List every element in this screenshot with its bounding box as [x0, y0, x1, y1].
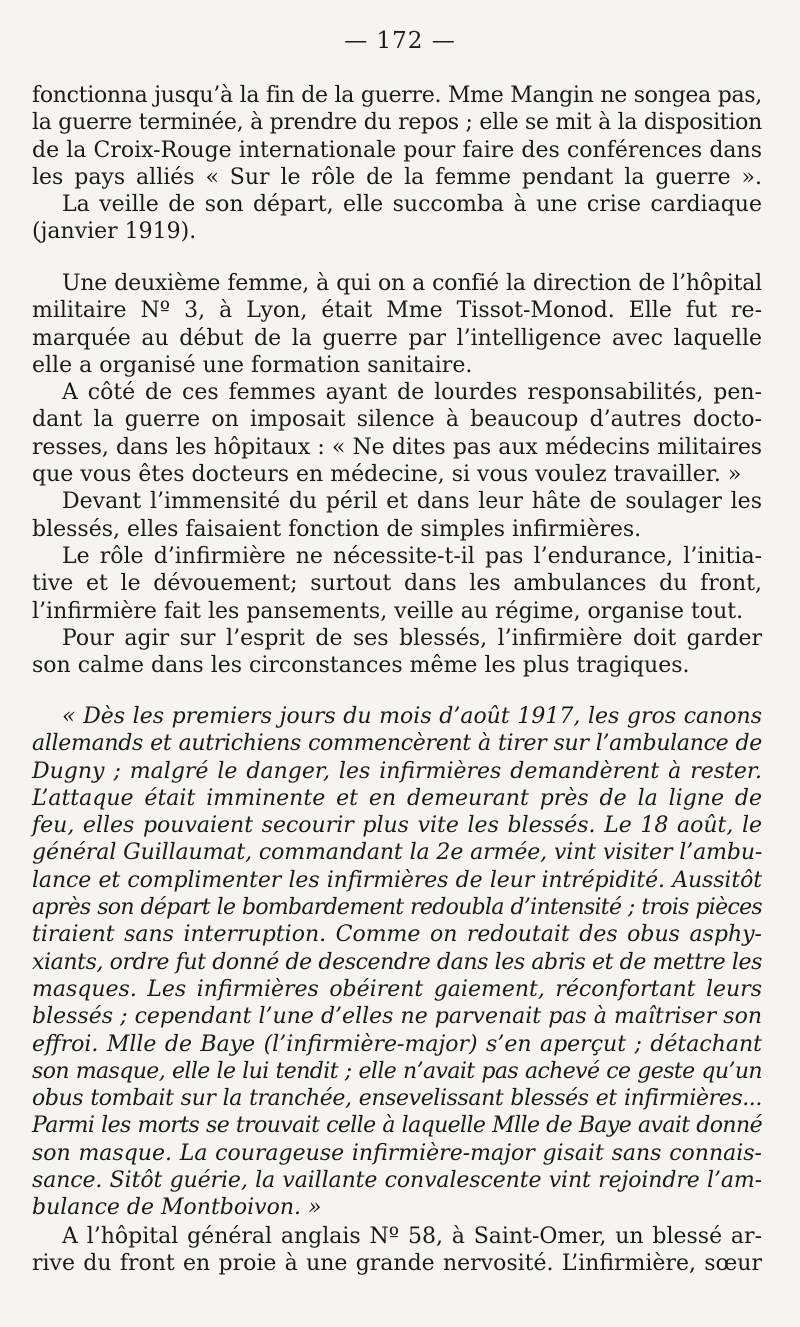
text-line: la guerre terminée, à prendre du repos ; elle se mit à la disposition — [32, 110, 762, 136]
text-line: Devant l’immensité du péril et dans leur hâte de soulager les — [62, 489, 762, 515]
text-line: Dugny ; malgré le danger, les infirmières demandèrent à rester. — [32, 758, 762, 784]
text-line: que vous êtes docteurs en médecine, si vous voulez travailler. » — [32, 462, 742, 488]
text-line: son masque, elle le lui tendit ; elle n’avait pas achevé ce geste qu’un — [32, 1058, 762, 1084]
text-line: Le rôle d’infirmière ne nécessite-t-il pas l’endurance, l’initia- — [62, 543, 762, 569]
text-line: son masque. La courageuse infirmière-major gisait sans connais- — [32, 1140, 762, 1166]
text-line: feu, elles pouvaient secourir plus vite les blessés. Le 18 août, le — [32, 813, 762, 839]
text-line: son calme dans les circonstances même les plus tragiques. — [32, 653, 690, 679]
text-line: Parmi les morts se trouvait celle à laquelle Mlle de Baye avait donné — [32, 1113, 762, 1139]
text-line: bulance de Montboivon. » — [32, 1195, 322, 1221]
text-line: allemands et autrichiens commencèrent à tirer sur l’ambulance de — [32, 731, 762, 757]
text-line: A côté de ces femmes ayant de lourdes responsabilités, pen- — [62, 380, 762, 406]
text-line: masques. Les infirmières obéirent gaiement, réconfortant leurs — [32, 976, 762, 1002]
text-line: lance et complimenter les infirmières de leur intrépidité. Aussitôt — [32, 867, 762, 893]
quote-dugny — [32, 703, 762, 1222]
text-line: effroi. Mlle de Baye (l’infirmière-major) s’en aperçut ; détachant — [32, 1031, 762, 1057]
text-line: L’attaque était imminente et en demeurant près de la ligne de — [32, 785, 762, 811]
text-line: marquée au début de la guerre par l’intelligence avec laquelle — [32, 325, 762, 351]
text-line: elle a organisé une formation sanitaire. — [32, 352, 473, 378]
text-line: tiraient sans interruption. Comme on redoutait des obus asphy- — [32, 922, 762, 948]
text-line: l’infirmière fait les pansements, veille au régime, organise tout. — [32, 598, 744, 624]
text-line: (janvier 1919). — [32, 219, 197, 245]
text-line: « Dès les premiers jours du mois d’août 1917, les gros canons — [62, 704, 762, 729]
text-line: rive du front en proie à une grande nervosité. L’infirmière, sœur — [32, 1251, 762, 1277]
text-line: de la Croix-Rouge internationale pour faire des conférences dans — [32, 137, 762, 163]
paragraph-mme-mangin — [32, 82, 762, 246]
text-line: Une deuxième femme, à qui on a confié la direction de l’hôpital — [62, 271, 762, 296]
text-line: Pour agir sur l’esprit de ses blessés, l’infirmière doit garder — [62, 625, 762, 651]
text-line: dant la guerre on imposait silence à beaucoup d’autres docto- — [32, 407, 762, 433]
text-line: blessés, elles faisaient fonction de simples infirmières. — [32, 516, 642, 542]
text-line: tive et le dévouement; surtout dans les ambulances du front, — [32, 571, 762, 597]
text-line: général Guillaumat, commandant la 2e armée, vint visiter l’ambu- — [32, 840, 763, 866]
text-line: militaire Nº 3, à Lyon, était Mme Tissot-Monod. Elle fut re- — [32, 298, 762, 324]
text-line: resses, dans les hôpitaux : « Ne dites pas aux médecins militaires — [32, 434, 762, 460]
paragraph-saint-omer — [32, 1223, 762, 1278]
text-line: obus tombait sur la tranchée, ensevelissant blessés et infirmières... — [32, 1086, 762, 1112]
text-line: A l’hôpital général anglais Nº 58, à Saint-Omer, un blessé ar- — [62, 1224, 762, 1249]
text-line: fonctionna jusqu’à la fin de la guerre. Mme Mangin ne songea pas, — [32, 83, 762, 108]
paragraph-tissot-monod — [32, 270, 762, 679]
text-line: La veille de son départ, elle succomba à une crise cardiaque — [62, 192, 762, 218]
text-line: après son départ le bombardement redoubla d’intensité ; trois pièces — [32, 895, 762, 921]
page-number: — 172 — — [344, 28, 456, 54]
text-line: les pays alliés « Sur le rôle de la femme pendant la guerre ». — [32, 164, 762, 190]
text-line: sance. Sitôt guérie, la vaillante convalescente vint rejoindre l’am- — [32, 1168, 762, 1194]
text-line: blessés ; cependant l’une d’elles ne parvenait pas à maîtriser son — [32, 1004, 762, 1030]
text-line: xiants, ordre fut donné de descendre dans les abris et de mettre les — [32, 949, 762, 975]
